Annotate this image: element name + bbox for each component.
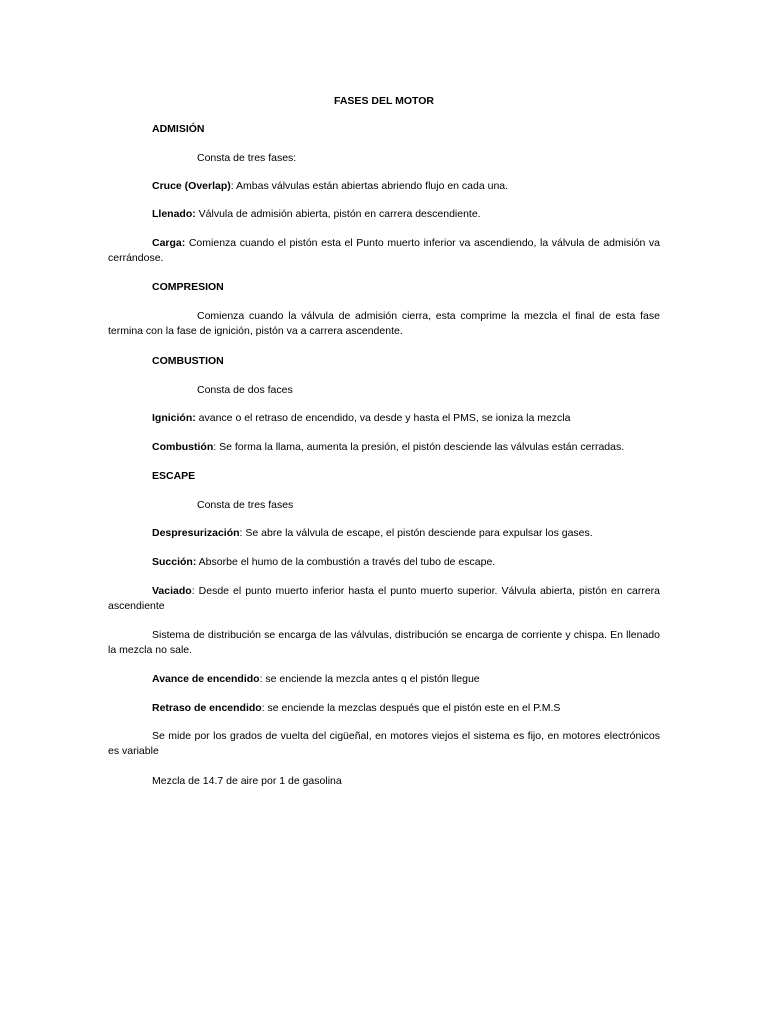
term-text: Ambas válvulas están abiertas abriendo flujo en cada una. <box>233 180 509 192</box>
compresion-text: Comienza cuando la válvula de admisión cierra, esta comprime la mezcla el final de esta fase termina con la fase de ignición, pistón va a carrera ascendente. <box>108 310 660 338</box>
term-text: se enciende la mezclas después que el pistón este en el P.M.S <box>264 702 561 714</box>
term-text: avance o el retraso de encendido, va desde y hasta el PMS, se ioniza la mezcla <box>195 412 571 424</box>
term-label: Avance de encendido <box>152 673 260 685</box>
escape-item-vaciado <box>108 584 660 614</box>
combustion-item-combustion <box>152 440 660 455</box>
note-distribucion: Sistema de distribución se encarga de las válvulas, distribución se encarga de corriente y chispa. En llenado la mezcla no sale. <box>108 629 660 657</box>
admision-item-cruce <box>152 179 660 194</box>
term-separator: : <box>213 441 217 453</box>
term-label: Vaciado <box>152 585 192 597</box>
note-avance <box>152 672 660 687</box>
term-text: se enciende la mezcla antes q el pistón llegue <box>262 673 480 685</box>
term-label: Despresurización <box>152 527 240 539</box>
term-label: Llenado: <box>152 208 196 220</box>
term-text: Válvula de admisión abierta, pistón en carrera descendiente. <box>195 208 481 220</box>
heading-escape: ESCAPE <box>152 470 196 482</box>
term-text: Absorbe el humo de la combustión a través del tubo de escape. <box>196 556 496 568</box>
term-label: Cruce (Overlap) <box>152 180 231 192</box>
note-retraso <box>152 701 660 716</box>
term-text: Se forma la llama, aumenta la presión, el pistón desciende las válvulas están cerradas. <box>216 441 625 453</box>
admision-intro: Consta de tres fases: <box>197 152 297 164</box>
term-label: Succión: <box>152 556 197 568</box>
escape-intro: Consta de tres fases <box>197 499 294 511</box>
term-separator: : <box>239 527 243 539</box>
term-text: Comienza cuando el pistón esta el Punto muerto inferior va ascendiendo, la válvula de admisión va cerrándose. <box>108 237 660 265</box>
escape-item-despresurizacion <box>152 526 660 541</box>
heading-combustion: COMBUSTION <box>152 355 224 367</box>
term-label: Retraso de encendido <box>152 702 262 714</box>
document-title: FASES DEL MOTOR <box>334 95 434 107</box>
term-label: Carga: <box>152 237 186 249</box>
term-separator: : <box>259 673 263 685</box>
term-text: Se abre la válvula de escape, el pistón desciende para expulsar los gases. <box>242 527 593 539</box>
term-text: Desde el punto muerto inferior hasta el punto muerto superior. Válvula abierta, pistón en carrera ascendiente <box>108 585 660 613</box>
term-label: Combustión <box>152 441 214 453</box>
term-separator: : <box>191 585 195 597</box>
note-medida: Se mide por los grados de vuelta del cigüeñal, en motores viejos el sistema es fijo, en motores electrónicos es variable <box>108 730 660 758</box>
heading-compresion: COMPRESION <box>152 281 224 293</box>
term-separator: : <box>230 180 234 192</box>
admision-item-carga <box>108 236 660 266</box>
admision-item-llenado <box>152 207 660 222</box>
heading-admision: ADMISIÓN <box>152 123 205 135</box>
note-mezcla: Mezcla de 14.7 de aire por 1 de gasolina <box>152 775 342 787</box>
escape-item-succion <box>152 555 660 570</box>
combustion-intro: Consta de dos faces <box>197 384 293 396</box>
term-separator: : <box>261 702 265 714</box>
combustion-item-ignicion <box>152 411 660 426</box>
term-label: Ignición: <box>152 412 196 424</box>
